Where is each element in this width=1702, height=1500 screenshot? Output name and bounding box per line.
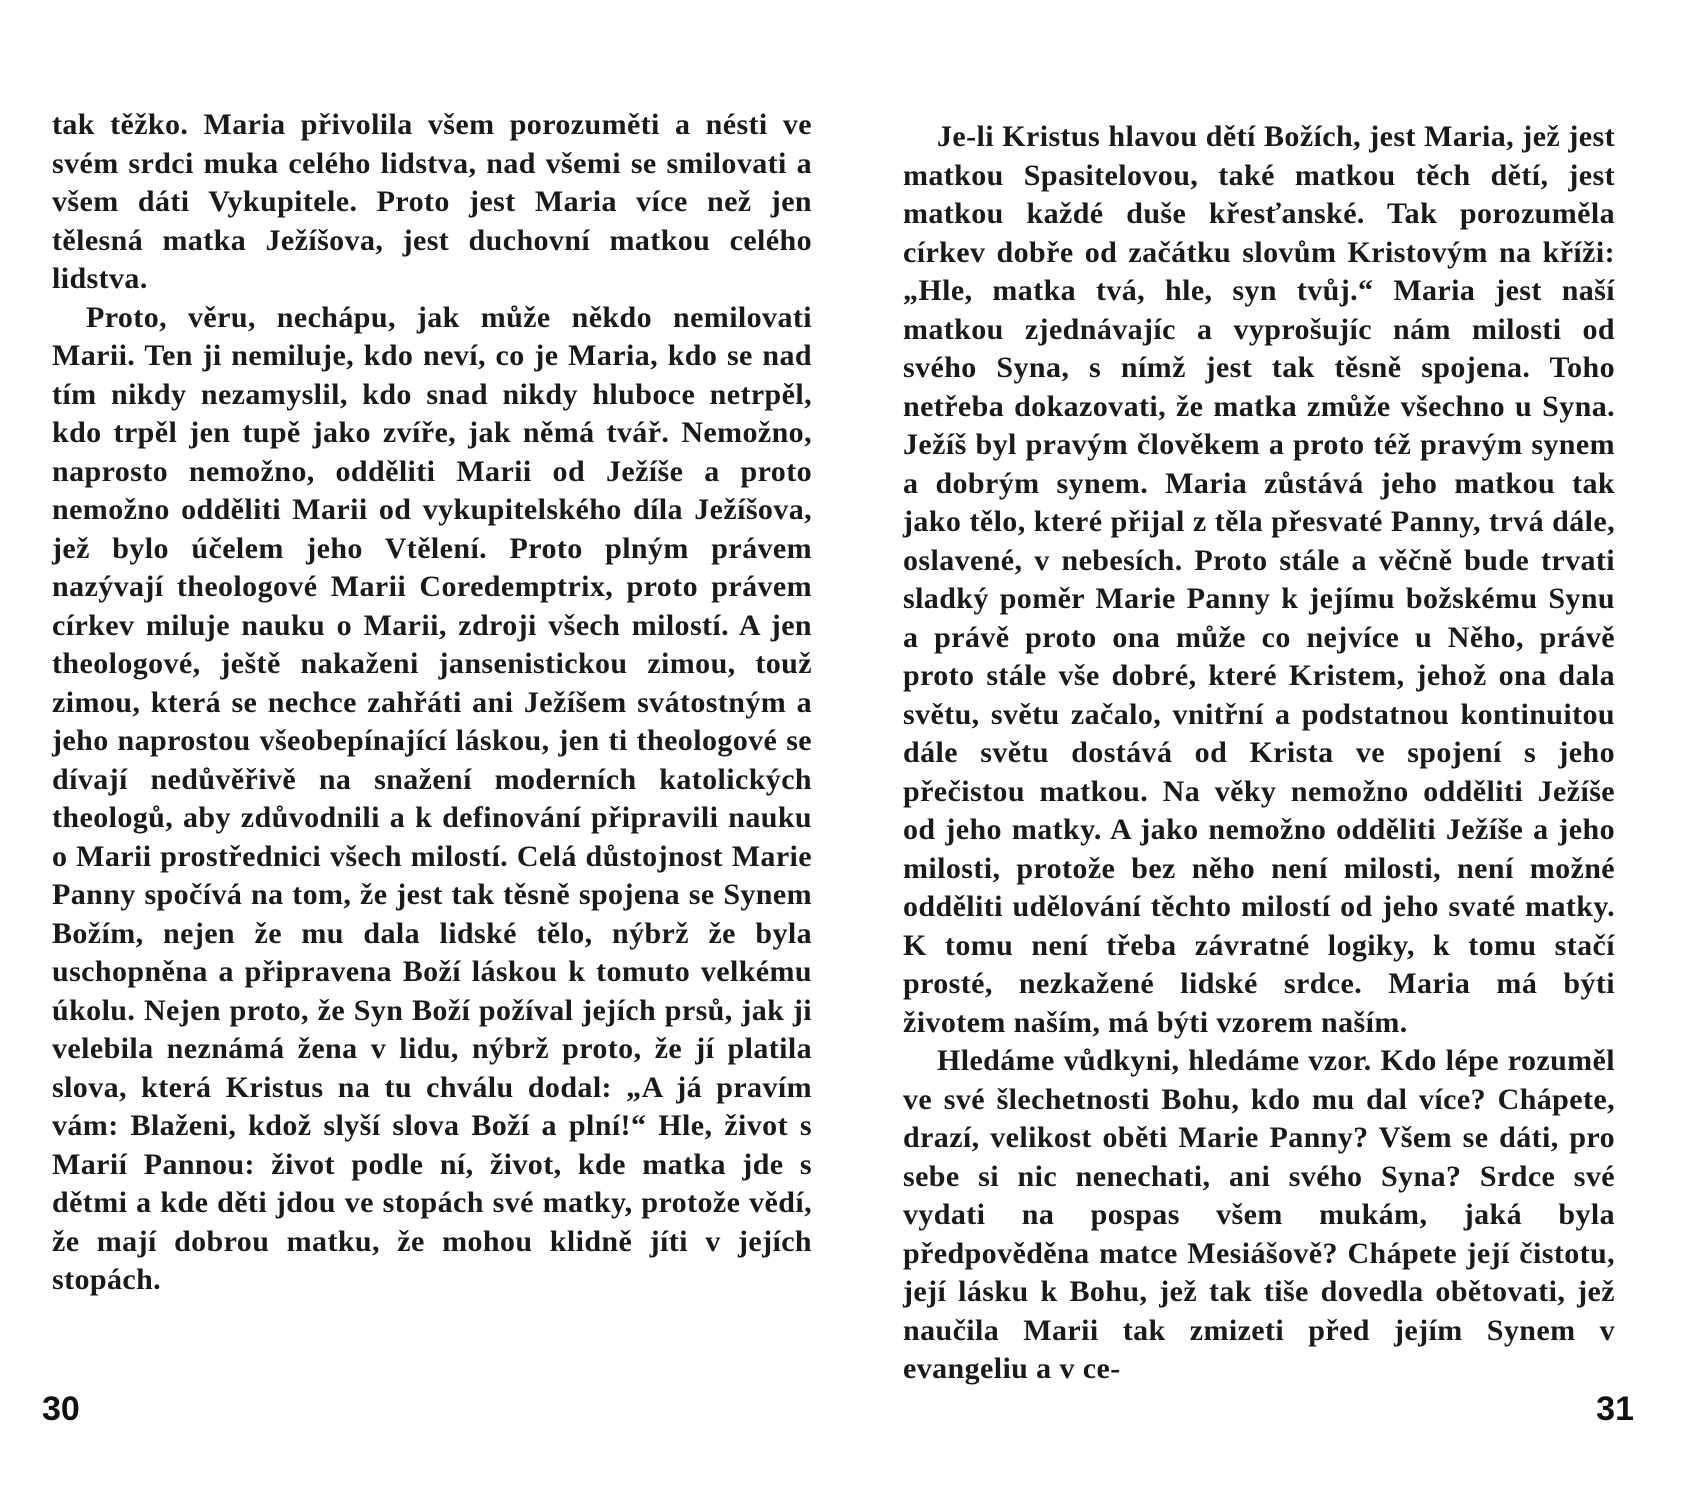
page-number: 31 <box>1596 1390 1634 1428</box>
paragraph: Proto, věru, nechápu, jak může někdo nemilovati Marii. Ten ji nemiluje, kdo neví, co je Maria, kdo se nad tím nikdy nezamyslil, kdo snad nikdy hluboce netrpěl, kdo trpěl jen tupě jako zvíře, jak němá tvář. Nemožno, naprosto nemožno, odděliti Marii od Ježíše a proto nemožno odděliti Marii od vykupitelského díla Ježíšova, jež bylo účelem jeho Vtělení. Proto plným právem nazývají theologové Marii Coredemptrix, proto právem církev miluje nauku o Marii, zdroji všech milostí. A jen theologové, ještě nakaženi jansenistickou zimou, touž zimou, která se nechce zahřáti ani Ježíšem svátostným a jeho naprostou všeobepínající láskou, jen ti theologové se dívají nedůvěřivě na snažení moderních katolických theologů, aby zdůvodnili a k definování připravili nauku o Marii prostřednici všech milostí. Celá důstojnost Marie Panny spočívá na tom, že jest tak těsně spojena se Synem Božím, nejen že mu dala lidské tělo, nýbrž že byla uschopněna a připravena Boží láskou k tomuto velkému úkolu. Nejen proto, že Syn Boží požíval jejích prsů, jak ji velebila neznámá žena v lidu, nýbrž proto, že jí platila slova, která Kristus na tu chválu dodal: „A já pravím vám: Blaženi, kdož slyší slova Boží a plní!“ Hle, život s Marií Pannou: život podle ní, život, kde matka jde s dětmi a kde děti jdou ve stopách své matky, protože vědí, že mají dobrou matku, že mohou klidně jíti v jejích stopách. <box>52 300 812 1296</box>
left-page-text <box>52 106 812 1300</box>
right-page <box>851 0 1702 1500</box>
page-number: 30 <box>42 1390 80 1428</box>
right-page-text <box>903 118 1615 1389</box>
paragraph: tak těžko. Maria přivolila všem porozuměti a nésti ve svém srdci muka celého lidstva, nad všemi se smilovati a všem dáti Vykupitele. Proto jest Maria více než jen tělesná matka Ježíšova, jest duchovní matkou celého lidstva. <box>52 108 812 295</box>
paragraph: Hledáme vůdkyni, hledáme vzor. Kdo lépe rozuměl ve své šlechetnosti Bohu, kdo mu dal více? Chápete, drazí, velikost oběti Marie Panny? Všem se dáti, pro sebe si nic nenechati, ani svého Syna? Srdce své vydati na pospas všem mukám, jaká byla předpověděna matce Mesiášově? Chápete její čistotu, její lásku k Bohu, jež tak tiše dovedla obětovati, jež naučila Marii tak zmizeti před jejím Synem v evangeliu a v ce- <box>903 1044 1615 1385</box>
paragraph: Je-li Kristus hlavou dětí Božích, jest Maria, jež jest matkou Spasitelovou, také matkou těch dětí, jest matkou každé duše křesťanské. Tak porozuměla církev dobře od začátku slovům Kristovým na kříži: „Hle, matka tvá, hle, syn tvůj.“ Maria jest naší matkou zjednávajíc a vyprošujíc nám milosti od svého Syna, s nímž jest tak těsně spojena. Toho netřeba dokazovati, že matka zmůže všechno u Syna. Ježíš byl pravým člověkem a proto též pravým synem a dobrým synem. Maria zůstává jeho matkou tak jako tělo, které přijal z těla přesvaté Panny, trvá dále, oslavené, v nebesích. Proto stále a věčně bude trvati sladký poměr Marie Panny k jejímu božskému Synu a právě proto ona může co nejvíce u Něho, právě proto stále vše dobré, které Kristem, jehož ona dala světu, světu začalo, vnitřní a podstatnou kontinuitou dále světu dostává od Krista ve spojení s jeho přečistou matkou. Na věky nemožno odděliti Ježíše od jeho matky. A jako nemožno odděliti Ježíše a jeho milosti, protože bez něho není milosti, není možné odděliti udělování těchto milostí od jeho svaté matky. K tomu není třeba závratné logiky, k tomu stačí prosté, nezkažené lidské srdce. Maria má býti životem naším, má býti vzorem naším. <box>903 120 1615 1039</box>
